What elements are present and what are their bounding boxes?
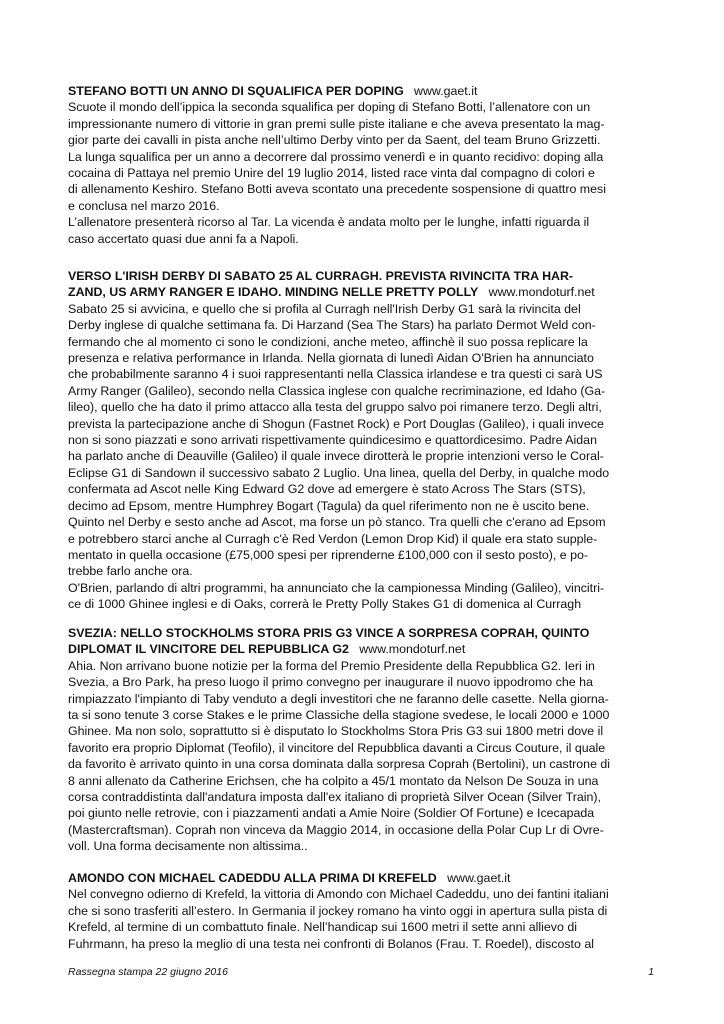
article-irish-derby: [68, 268, 668, 613]
body-line: Krefeld, al termine di un combattuto finale. Nell’handicap sui 1600 metri il sette anni allievo di: [68, 920, 577, 935]
body-line: Ahia. Non arrivano buone notizie per la forma del Premio Presidente della Repubblica G2. Ieri in: [68, 658, 595, 673]
article-body: [68, 886, 668, 952]
body-line: che probabilmente saranno 4 i suoi rappresentanti nella Classica irlandese e tra questi ci sarà US: [68, 367, 603, 382]
body-line: di allenamento Keshiro. Stefano Botti aveva scontato una precedente sospensione di quattro mesi: [68, 182, 606, 197]
body-line: trebbe farlo anche ora.: [68, 564, 193, 579]
body-line: presenza e relativa performance in Irlanda. Nella giornata di lunedì Aidan O'Brien ha annunciato: [68, 351, 594, 366]
body-line: gior parte dei cavalli in pista anche nell’ultimo Derby vinto per da Saent, del team Bruno Grizzetti.: [68, 133, 601, 148]
body-line: corsa contraddistinta dall'andatura imposta dall'ex italiano di proprietà Silver Ocean (Silver Train),: [68, 790, 601, 805]
body-line: 8 anni allenato da Catherine Erichsen, che ha colpito a 45/1 montato da Nelson De Souza in una: [68, 773, 599, 788]
body-line: confermata ad Ascot nelle King Edward G2 dove ad emergere è stato Across The Stars (STS),: [68, 482, 586, 497]
body-line: Eclipse G1 di Sandown il successivo sabato 2 Luglio. Una linea, quella del Derby, in qualche modo: [68, 465, 610, 480]
body-line: caso accertato quasi due anni fa a Napoli.: [68, 231, 299, 246]
body-line: ce di 1000 Ghinee inglesi e di Oaks, correrà le Pretty Polly Stakes G1 di domenica al Curragh: [68, 597, 582, 612]
body-line: L’allenatore presenterà ricorso al Tar. La vicenda è andata molto per le lunghe, infatti riguarda il: [68, 215, 590, 230]
article-source: www.mondoturf.net: [488, 285, 595, 300]
body-line: mentato in quella occasione (£75,000 spesi per riprenderne £100,000 con il sesto posto), e po-: [68, 547, 589, 562]
body-line: e potrebbero starci anche al Curragh c'è Red Verdon (Lemon Drop Kid) il quale era stato supple-: [68, 531, 598, 546]
article-headline: STEFANO BOTTI UN ANNO DI SQUALIFICA PER DOPING www.gaet.it: [68, 84, 478, 98]
article-headline-line-1: VERSO L'IRISH DERBY DI SABATO 25 AL CURRAGH. PREVISTA RIVINCITA TRA HAR-: [68, 269, 574, 283]
article-headline-line-2: ZAND, US ARMY RANGER E IDAHO. MINDING NELLE PRETTY POLLY www.mondoturf.net: [68, 285, 595, 300]
body-line: lileo), quello che ha dato il primo attacco alla testa del gruppo salvo poi rimanere terzo. Degli altri,: [68, 400, 602, 415]
body-line: e conclusa nel marzo 2016.: [68, 198, 220, 213]
article-source: www.gaet.it: [414, 84, 478, 98]
body-line: (Mastercraftsman). Coprah non vinceva da Maggio 2014, in occasione della Polar Cup Lr di Ovre-: [68, 822, 604, 837]
article-source: www.mondoturf.net: [359, 642, 466, 657]
body-line: fermando che al momento ci sono le condizioni, anche meteo, affinchè il suo possa replicare la: [68, 334, 588, 349]
body-line: ha parlato anche di Deauville (Galileo) il quale invece dirotterà le proprie intenzioni verso le Coral-: [68, 449, 604, 464]
body-line: ta si sono tenute 3 corse Stakes e le prime Classiche della stagione svedese, le locali 2000 e 1000: [68, 708, 610, 723]
body-line: che si sono trasferiti all’estero. In Germania il jockey romano ha vinto oggi in apertura sulla pista di: [68, 903, 608, 918]
body-line: non si sono piazzati e sono arrivati rispettivamente quindicesimo e quattordicesimo. Padre Aidan: [68, 433, 597, 448]
body-line: voll. Una forma decisamente non altissima..: [68, 839, 308, 854]
page-number: 1: [648, 966, 654, 978]
body-line: da favorito è arrivato quinto in una corsa dominata dalla sorpresa Coprah (Bertolini), un castrone di: [68, 757, 611, 772]
body-line: Nel convegno odierno di Krefeld, la vittoria di Amondo con Michael Cadeddu, uno dei fantini italiani: [68, 887, 609, 902]
article-headline-line-1: SVEZIA: NELLO STOCKHOLMS STORA PRIS G3 VINCE A SORPRESA COPRAH, QUINTO: [68, 626, 590, 640]
body-line: poi giunto nelle retrovie, con i piazzamenti andati a Amie Noire (Soldier Of Fortune) e Icecapada: [68, 806, 595, 821]
page-footer: [68, 966, 654, 978]
body-line: Scuote il mondo dell’ippica la seconda squalifica per doping di Stefano Botti, l’allenatore con un: [68, 100, 591, 115]
article-svezia-stockholms: [68, 625, 668, 855]
body-line: Derby inglese di qualche settimana fa. Di Harzand (Sea The Stars) ha parlato Dermot Weld con-: [68, 318, 596, 333]
body-line: impressionante numero di vittorie in gran premi sulle piste italiane e che aveva presentato la mag-: [68, 116, 605, 131]
body-line: rimpiazzato l'impianto di Taby venduto a degli investitori che ne faranno delle casette. Nella giorna-: [68, 691, 609, 706]
body-line: Svezia, a Bro Park, ha preso luogo il primo convegno per inaugurare il nuovo ippodromo che ha: [68, 675, 593, 690]
article-headline: AMONDO CON MICHAEL CADEDDU ALLA PRIMA DI KREFELD www.gaet.it: [68, 871, 511, 885]
body-line: Fuhrmann, ha preso la meglio di una testa nei confronti di Bolanos (Frau. T. Roedel), discosto al: [68, 936, 594, 951]
body-line: Sabato 25 si avvicina, e quello che si profila al Curragh nell'Irish Derby G1 sarà la rivincita del: [68, 301, 581, 316]
body-line: prevista la partecipazione anche di Shogun (Fastnet Rock) e Port Douglas (Galileo), i quali invece: [68, 416, 604, 431]
body-line: favorito era proprio Diplomat (Teofilo), il vincitore del Repubblica davanti a Circus Couture, il quale: [68, 740, 606, 755]
article-body: [68, 301, 668, 613]
body-line: decimo ad Epsom, mentre Humphrey Bogart (Tagula) da quel riferimento non ne è uscito bene.: [68, 498, 590, 513]
article-body: [68, 658, 668, 855]
body-line: Army Ranger (Galileo), secondo nella Classica inglese con qualche recriminazione, ed Idaho (Ga-: [68, 383, 606, 398]
article-body: [68, 99, 668, 247]
body-line: O'Brien, parlando di altri programmi, ha annunciato che la campionessa Minding (Galileo), vincitri-: [68, 580, 605, 595]
body-line: La lunga squalifica per un anno a decorrere dal prossimo venerdì e in quanto recidivo: doping alla: [68, 149, 604, 164]
body-line: cocaina di Pattaya nel premio Unire del 19 luglio 2014, listed race vinta dal compagno di colori e: [68, 166, 595, 181]
article-headline-line-2: DIPLOMAT IL VINCITORE DEL REPUBBLICA G2 www.mondoturf.net: [68, 642, 466, 657]
body-line: Ghinee. Ma non solo, soprattutto si è disputato lo Stockholms Stora Pris G3 sui 1800 metri dove il: [68, 724, 604, 739]
article-amondo-krefeld: [68, 870, 668, 952]
footer-date: Rassegna stampa 22 giugno 2016: [68, 966, 228, 978]
body-line: Quinto nel Derby e sesto anche ad Ascot, ma forse un pò stanco. Tra quelli che c'erano ad Epsom: [68, 515, 606, 530]
article-botti-doping: [68, 83, 668, 247]
article-source: www.gaet.it: [447, 871, 511, 885]
